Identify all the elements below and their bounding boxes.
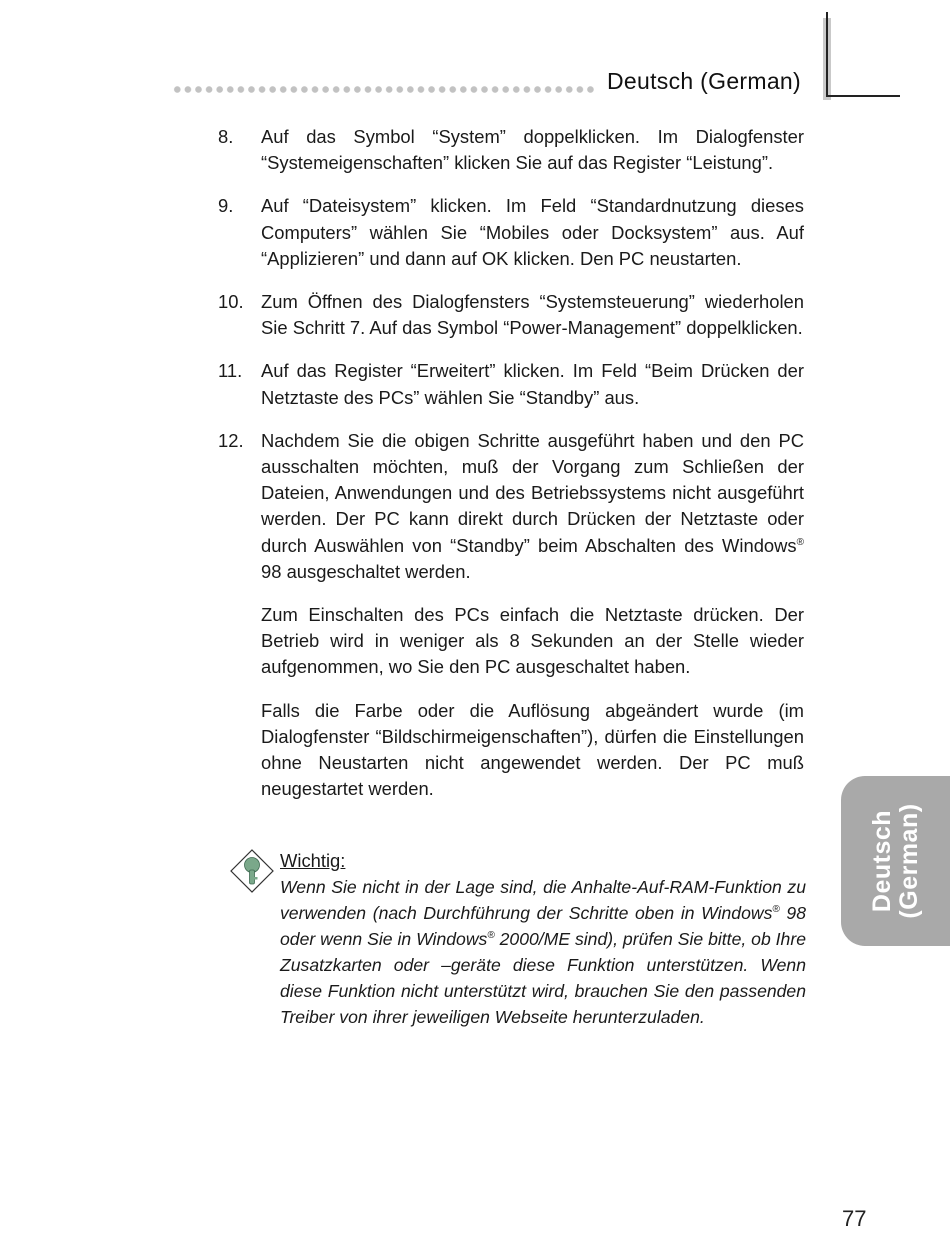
page-number: 77 bbox=[842, 1206, 867, 1231]
note-title: Wichtig: bbox=[280, 850, 346, 871]
list-item bbox=[218, 289, 804, 341]
step-text-part: Nachdem Sie die obigen Schritte ausgeführt haben und den PC ausschalten möchten, muß der Vorgang zum Schließen der Dateien, Anwendungen und des Betriebssystems nicht ausgeführt werden. Der PC kann direkt durch Drücken der Netztaste oder durch Auswählen von “Standby” beim Abschalten des Windows bbox=[261, 429, 804, 556]
registered-mark: ® bbox=[772, 904, 780, 915]
important-note bbox=[224, 848, 806, 1030]
instruction-list bbox=[218, 124, 804, 819]
corner-mark-vertical bbox=[826, 12, 828, 97]
section-title: Deutsch (German) bbox=[607, 68, 801, 94]
list-item bbox=[218, 124, 804, 176]
key-tip-icon bbox=[224, 848, 280, 902]
step-paragraph: Zum Einschalten des PCs einfach die Netztaste drücken. Der Betrieb wird in weniger als 8 Sekunden an der Stelle wieder aufgenommen, wo Sie den PC ausgeschaltet haben. bbox=[261, 604, 804, 678]
step-text: Auf das Register “Erweitert” klicken. Im Feld “Beim Drücken der Netztaste des PCs” wählen Sie “Standby” aus. bbox=[261, 360, 804, 408]
corner-mark-horizontal bbox=[826, 95, 900, 97]
registered-mark: ® bbox=[796, 536, 804, 548]
note-text-part: 98 oder wenn Sie in Windows bbox=[280, 903, 806, 949]
step-text: Auf das Symbol “System” doppelklicken. Im Dialogfenster “Systemeigenschaften” klicken Sie auf das Register “Leistung”. bbox=[261, 126, 804, 174]
step-number: 11. bbox=[218, 360, 243, 382]
step-paragraph: Falls die Farbe oder die Auflösung abgeändert wurde (im Dialogfenster “Bildschirmeigenschaften”), dürfen die Einstellungen ohne Neustarten nicht angewendet werden. Der PC muß neugestartet werden. bbox=[261, 699, 804, 800]
step-text-part: 98 ausgeschaltet werden. bbox=[261, 560, 471, 582]
note-text-part: 2000/ME sind), prüfen Sie bitte, ob Ihre Zusatzkarten oder –geräte diese Funktion unterstützen. Wenn diese Funktion nicht unterstützt wird, brauchen Sie den passenden Treiber von ihrer jeweiligen Webseite herunterzuladen. bbox=[280, 929, 806, 1027]
step-number: 8. bbox=[218, 126, 234, 147]
registered-mark: ® bbox=[487, 930, 495, 941]
step-number: 12. bbox=[218, 429, 244, 451]
step-text: Auf “Dateisystem” klicken. Im Feld “Standardnutzung dieses Computers” wählen Sie “Mobiles oder Docksystem” aus. Auf “Applizieren” und dann auf OK klicken. Den PC neustarten. bbox=[261, 195, 804, 269]
step-number: 9. bbox=[218, 195, 234, 217]
step-text bbox=[261, 428, 804, 585]
note-text-part: Wenn Sie nicht in der Lage sind, die Anhalte-Auf-RAM-Funktion zu verwenden (nach Durchführung der Schritte oben in Windows bbox=[280, 877, 806, 923]
side-tab-line-1: Deutsch bbox=[867, 809, 896, 913]
list-item bbox=[218, 428, 804, 803]
list-item bbox=[218, 358, 804, 410]
step-text: Zum Öffnen des Dialogfensters “Systemsteuerung” wiederholen Sie Schritt 7. Auf das Symbol “Power-Management” doppelklicken. bbox=[261, 291, 804, 339]
note-text bbox=[280, 874, 806, 1030]
step-number: 10. bbox=[218, 291, 244, 313]
side-tab-line-2: (German) bbox=[894, 803, 923, 919]
side-tab-label bbox=[869, 803, 923, 918]
header-dot-leader bbox=[172, 85, 597, 94]
list-item bbox=[218, 193, 804, 272]
language-side-tab bbox=[841, 776, 950, 946]
